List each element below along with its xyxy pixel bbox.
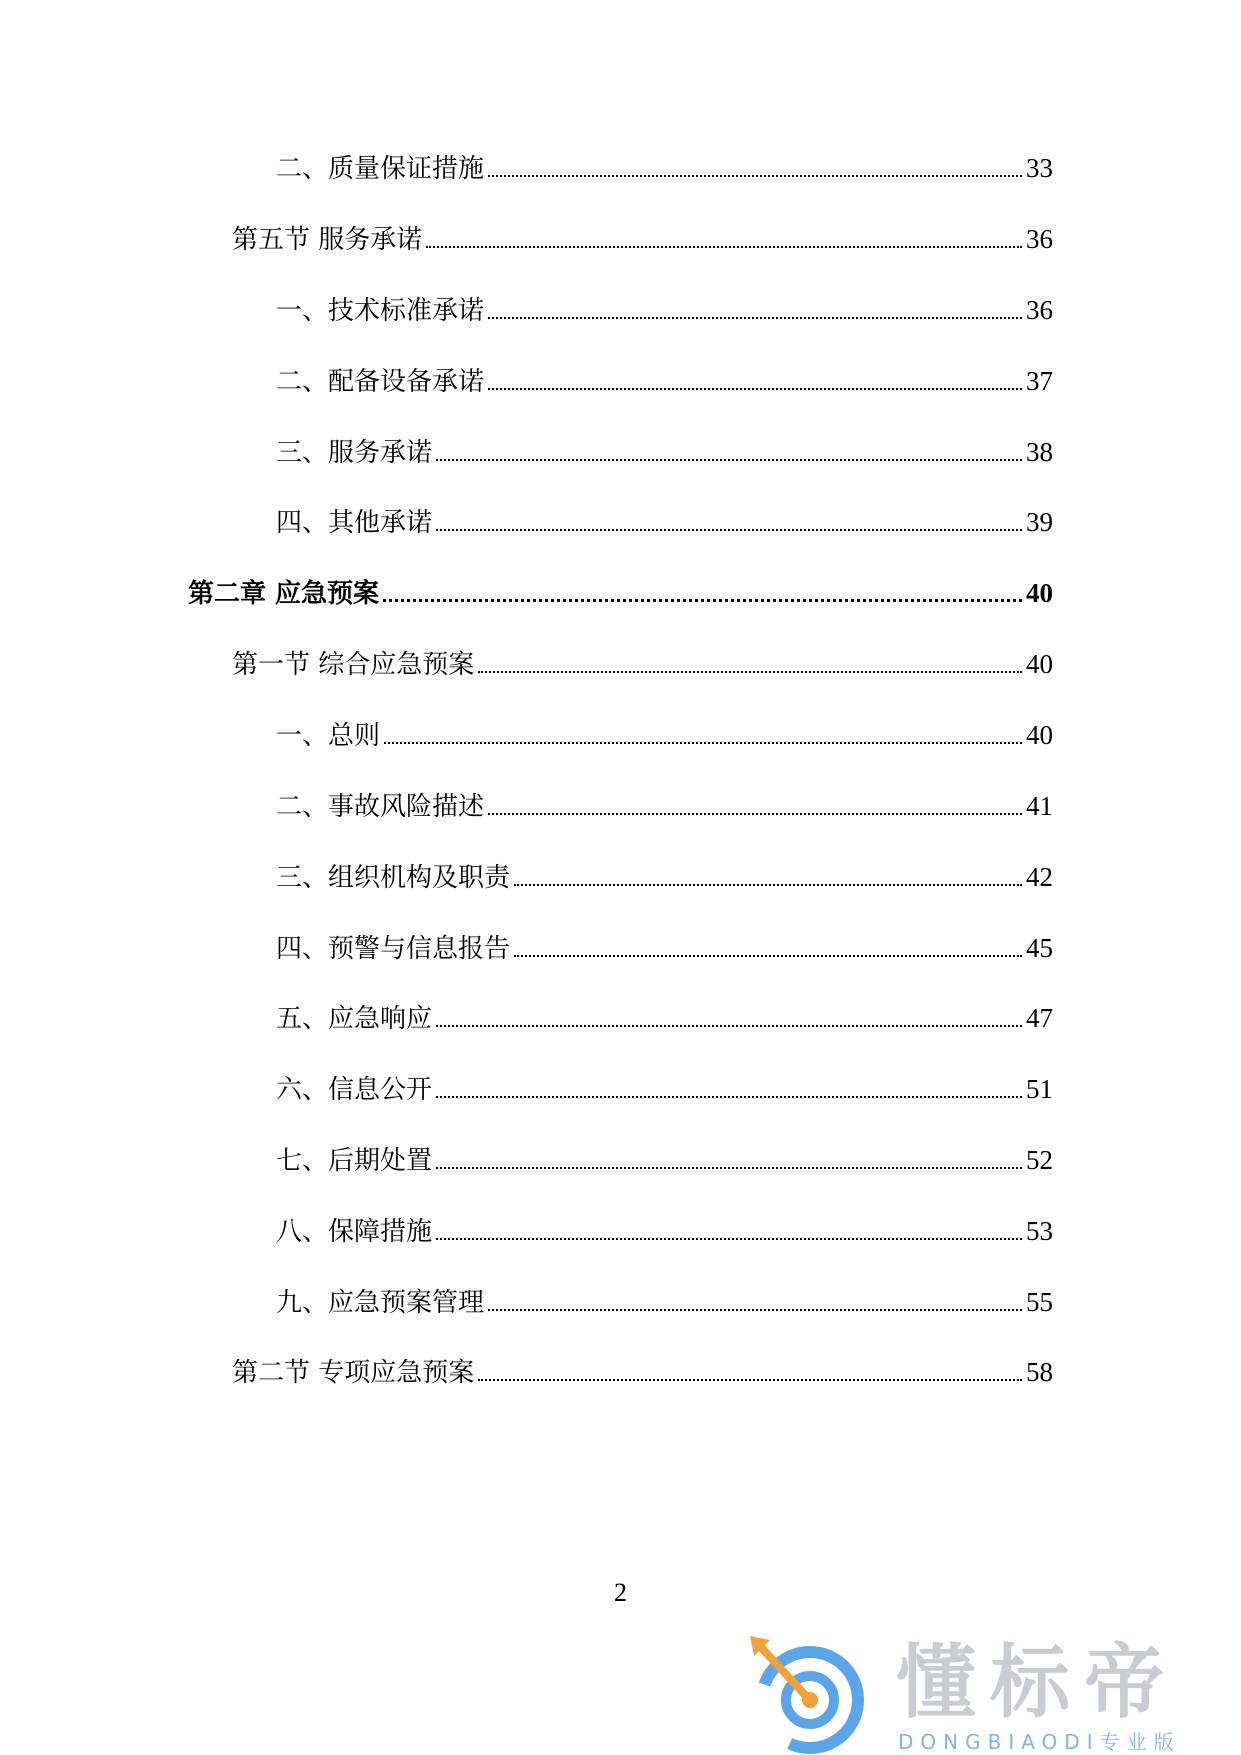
- watermark-subtitle: [898, 1726, 1181, 1755]
- watermark: [748, 1636, 1228, 1754]
- toc-entry[interactable]: [276, 1282, 1053, 1322]
- toc-entry-title: 二、配备设备承诺: [276, 367, 485, 397]
- toc-entry-page: 33: [1026, 153, 1053, 183]
- toc-entry-title: 三、服务承诺: [276, 438, 433, 468]
- toc-leader: [384, 742, 1022, 744]
- toc-leader: [514, 955, 1022, 957]
- toc-entry[interactable]: [276, 1140, 1053, 1180]
- toc-entry-title: 九、应急预案管理: [276, 1288, 485, 1318]
- toc-entry-title: 三、组织机构及职责: [276, 863, 511, 893]
- toc-entry-title: 五、应急响应: [276, 1004, 433, 1034]
- toc-entry[interactable]: [276, 715, 1053, 755]
- toc-leader: [488, 1309, 1022, 1311]
- toc-entry-title: 二、质量保证措施: [276, 154, 485, 184]
- toc-entry-page: 41: [1026, 791, 1053, 821]
- toc-entry[interactable]: [276, 148, 1053, 188]
- toc-entry[interactable]: [276, 998, 1053, 1038]
- toc-entry[interactable]: [276, 928, 1053, 968]
- toc-entry-title: 第二章 应急预案: [188, 579, 380, 609]
- toc-leader: [426, 246, 1022, 248]
- toc-leader: [488, 317, 1022, 319]
- toc-leader: [436, 1167, 1022, 1169]
- toc-entry-page: 36: [1026, 224, 1053, 254]
- watermark-edition: 专业版: [1099, 1730, 1181, 1754]
- toc-entry-page: 45: [1026, 933, 1053, 963]
- toc-entry-title: 六、信息公开: [276, 1075, 433, 1105]
- toc-leader: [488, 175, 1022, 177]
- toc-entry[interactable]: [232, 1352, 1053, 1392]
- toc-entry-page: 40: [1026, 720, 1053, 750]
- toc-entry-title: 二、事故风险描述: [276, 792, 485, 822]
- toc-entry[interactable]: [276, 361, 1053, 401]
- toc-entry-page: 40: [1026, 649, 1053, 679]
- toc-entry-page: 47: [1026, 1003, 1053, 1033]
- toc-entry-page: 58: [1026, 1357, 1053, 1387]
- toc-entry-page: 36: [1026, 295, 1053, 325]
- toc-leader: [488, 813, 1022, 815]
- toc-entry-page: 53: [1026, 1216, 1053, 1246]
- toc-entry-title: 第二节 专项应急预案: [232, 1358, 475, 1388]
- toc-leader: [478, 1379, 1022, 1381]
- toc-leader: [436, 1238, 1022, 1240]
- toc-leader: [478, 671, 1022, 673]
- watermark-pinyin: DONGBIAODI: [898, 1730, 1100, 1754]
- toc-entry-page: 55: [1026, 1287, 1053, 1317]
- toc-entry-page: 51: [1026, 1074, 1053, 1104]
- toc-leader: [436, 1096, 1022, 1098]
- toc-entry-page: 40: [1026, 578, 1053, 608]
- toc-leader: [514, 884, 1022, 886]
- toc-entry[interactable]: [232, 219, 1053, 259]
- toc-entry-title: 一、总则: [276, 721, 381, 751]
- toc-entry-page: 52: [1026, 1145, 1053, 1175]
- toc-leader: [436, 459, 1022, 461]
- toc-entry-title: 一、技术标准承诺: [276, 296, 485, 326]
- toc-entry-title: 第一节 综合应急预案: [232, 650, 475, 680]
- toc-entry-page: 37: [1026, 366, 1053, 396]
- toc-entry[interactable]: [276, 786, 1053, 826]
- toc-entry-title: 七、后期处置: [276, 1146, 433, 1176]
- toc-entry-page: 42: [1026, 862, 1053, 892]
- toc-leader: [436, 529, 1022, 531]
- toc-leader: [436, 1025, 1022, 1027]
- toc-entry[interactable]: [276, 857, 1053, 897]
- toc-entry[interactable]: [232, 644, 1053, 684]
- watermark-brand: 懂标帝: [896, 1636, 1178, 1729]
- toc-entry-title: 四、预警与信息报告: [276, 934, 511, 964]
- toc-entry[interactable]: [276, 502, 1053, 542]
- toc-entry-page: 39: [1026, 507, 1053, 537]
- toc-leader: [383, 599, 1022, 602]
- toc-entry-page: 38: [1026, 437, 1053, 467]
- toc-entry[interactable]: [276, 432, 1053, 472]
- toc-entry[interactable]: [276, 290, 1053, 330]
- toc-entry[interactable]: [276, 1069, 1053, 1109]
- page-number: 2: [614, 1578, 627, 1607]
- target-arrow-icon: [748, 1636, 868, 1754]
- toc-leader: [488, 388, 1022, 390]
- toc-entry[interactable]: [276, 1211, 1053, 1251]
- toc-chapter-entry[interactable]: [188, 573, 1053, 613]
- toc-entry-title: 第五节 服务承诺: [232, 225, 423, 255]
- toc-entry-title: 四、其他承诺: [276, 508, 433, 538]
- toc-entry-title: 八、保障措施: [276, 1217, 433, 1247]
